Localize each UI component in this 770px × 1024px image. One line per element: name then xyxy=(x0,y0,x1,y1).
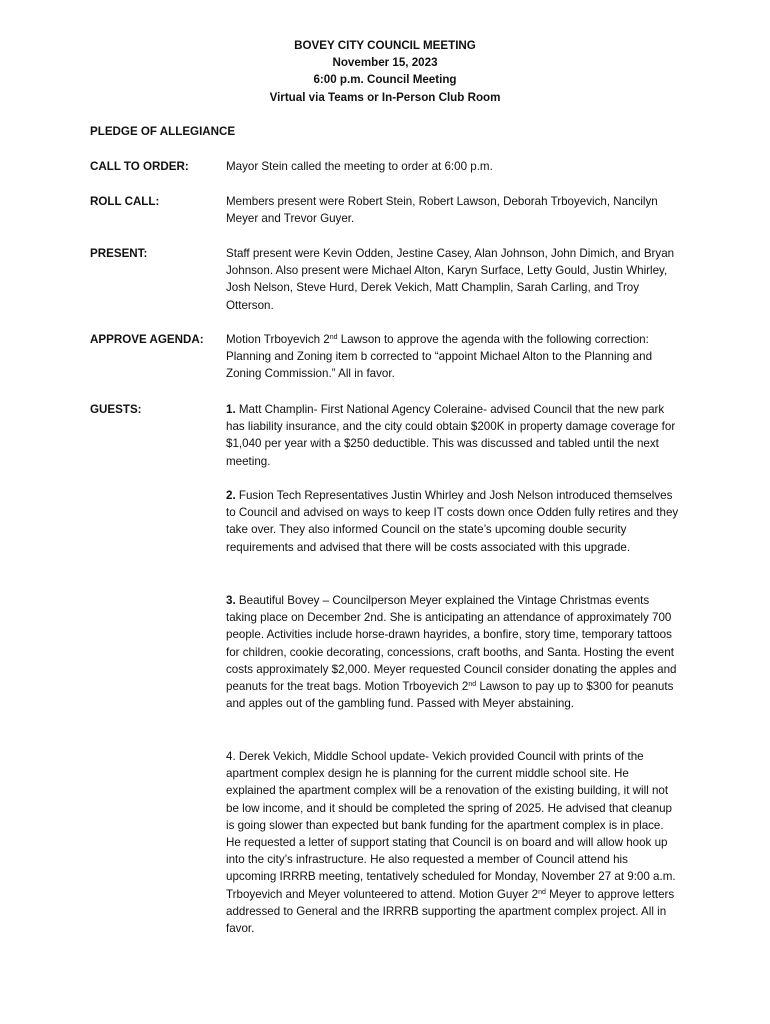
approve-agenda-text: Motion Trboyevich 2nd Lawson to approve the agenda with the following correction: Planning and Zoning item b corrected to “appoint Michael Alton to the Planning and Zoning Commission.” All in favor. xyxy=(226,333,653,381)
guest-item-text: Derek Vekich, Middle School update- Vekich provided Council with prints of the apartment complex design he is planning for the current middle school site. He explained the apartment complex will be a renovation of the existing building, it will not be low income, and it should be completed the spring of 2025. He advised that cleanup is going slower than expected but bank funding for the apartment complex is in place. He requested a letter of support stating that Council is on board and will allow hook up into the city’s infrastructure. He also requested a member of Council attend his upcoming IRRRB meeting, tentatively scheduled for Monday, November 27 at 9:00 a.m. Trboyevich and Meyer volunteered to attend. Motion Guyer 2 xyxy=(226,750,676,901)
meeting-title: BOVEY CITY COUNCIL MEETING xyxy=(294,39,476,52)
present-text: Staff present were Kevin Odden, Jestine Casey, Alan Johnson, John Dimich, and Bryan Johnson. Also present were Michael Alton, Karyn Surface, Letty Gould, Justin Whirley, Josh Nelson, Steve Hurd, Derek Vekich, Matt Champlin, Sarah Carling, and Troy Otterson. xyxy=(226,247,675,312)
guest-item-text: Beautiful Bovey – Councilperson Meyer explained the Vintage Christmas events taking place on December 2nd. She is anticipating an attendance of approximately 700 people. Activities include horse-drawn hayrides, a bonfire, story time, temporary tattoos for children, cookie decorating, concessions, craft booths, and Santa. Hosting the event costs approximately $2,000. Meyer requested Council consider donating the apples and peanuts for the treat bags. Motion Trboyevich 2 xyxy=(226,594,677,694)
guest-item-number: 4. xyxy=(226,750,236,763)
guest-item-number: 3. xyxy=(226,594,236,607)
roll-call-text: Members present were Robert Stein, Robert Lawson, Deborah Trboyevich, Nancilyn Meyer and Trevor Guyer. xyxy=(226,195,658,226)
guest-item-text: Fusion Tech Representatives Justin Whirley and Josh Nelson introduced themselves to Council and advised on ways to keep IT costs down once Odden fully retires and they take over. They also informed Council on the state’s upcoming double security requirements and advised that there will be costs associated with this upgrade. xyxy=(226,489,679,554)
approve-agenda-label: APPROVE AGENDA: xyxy=(90,333,204,346)
guest-item-text: Matt Champlin- First National Agency Coleraine- advised Council that the new park has liability insurance, and the city could obtain $200K in property damage coverage for $1,040 per year with a $250 deductible. This was discussed and tabled until the next meeting. xyxy=(226,403,676,468)
call-to-order-label: CALL TO ORDER: xyxy=(90,160,189,173)
meeting-location: Virtual via Teams or In-Person Club Room xyxy=(269,90,501,104)
meeting-time: 6:00 p.m. Council Meeting xyxy=(313,73,457,87)
guest-item-number: 1. xyxy=(226,403,236,416)
document-page: BOVEY CITY COUNCIL MEETING November 15, 2023 6:00 p.m. Council Meeting Virtual via Teams or In-Person Club Room PLEDGE OF ALLEGIANCE CALL TO ORDER: Mayor Stein called the meeting to order at 6:00 p.m. ROLL CALL: Members present were Robert Stein, Robert Lawson, Deborah Trboyevich, Nancilyn Meyer and Trevor Guyer. PRESENT: Staff present were Kevin Odden, Jestine Casey, Alan Johnson, John Dimich, and Bryan Johnson. Also present were Michael Alton, Karyn Surface, Letty Gould, Justin Whirley, Josh Nelson, Steve Hurd, Derek Vekich, Matt Champlin, Sarah Carling, and Troy Otterson. APPROVE AGENDA: Motion Trboyevich 2nd Lawson to approve the agenda with the following correction: Planning and Zoning item b corrected to “appoint Michael Alton to the Planning and Zoning Commission.” All in favor. GUESTS: 1. Matt Champlin- First National Agency Coleraine- advised Council that the new park has liability insurance, and the city could obtain $200K in property damage coverage for $1,040 per year with a $250 deductible. This was discussed and tabled until the next meeting. 2. Fusion Tech Representatives Justin Whirley and Josh Nelson introduced themselves to Council and advised on ways to keep IT costs down once Odden fully retires and they take over. They also informed Council on the state’s upcoming double security requirements and advised that there will be costs associated with this upgrade. 3. Beautiful Bovey – Councilperson Meyer explained the Vintage Christmas events taking place on December 2nd. She is anticipating an attendance of approximately 700 people. Activities include horse-drawn hayrides, a bonfire, story time, temporary tattoos for children, cookie decorating, concessions, craft booths, and Santa. Hosting the event costs approximately $2,000. Meyer requested Council consider donating the apples and peanuts for the treat bags. Motion Trboyevich 2nd Lawson to pay up to $300 for peanuts and apples out of the gambling fund. Passed with Meyer abstaining. 4. Derek Vekich, Middle School update- Vekich provided Council with prints of the apartment complex design he is planning for the current middle school site. He explained the apartment complex will be a renovation of the existing building, it will not be low income, and it should be completed the spring of 2025. He advised that cleanup is going slower than expected but bank funding for the apartment complex is in place. He requested a letter of support stating that Council is on board and will allow hook up into the city’s infrastructure. He also requested a member of Council attend his upcoming IRRRB meeting, tentatively scheduled for Monday, November 27 at 9:00 a.m. Trboyevich and Meyer volunteered to attend. Motion Guyer 2nd Meyer to approve letters addressed to General and the IRRRB supporting the apartment complex project. All in favor. xyxy=(0,0,770,1024)
guest-item-number: 2. xyxy=(226,489,236,502)
pledge-heading: PLEDGE OF ALLEGIANCE xyxy=(90,125,236,138)
meeting-header xyxy=(0,37,770,106)
call-to-order-text: Mayor Stein called the meeting to order at 6:00 p.m. xyxy=(226,160,493,173)
guests-label: GUESTS: xyxy=(90,403,142,416)
roll-call-label: ROLL CALL: xyxy=(90,195,160,208)
meeting-date: November 15, 2023 xyxy=(332,56,438,70)
present-label: PRESENT: xyxy=(90,247,148,260)
